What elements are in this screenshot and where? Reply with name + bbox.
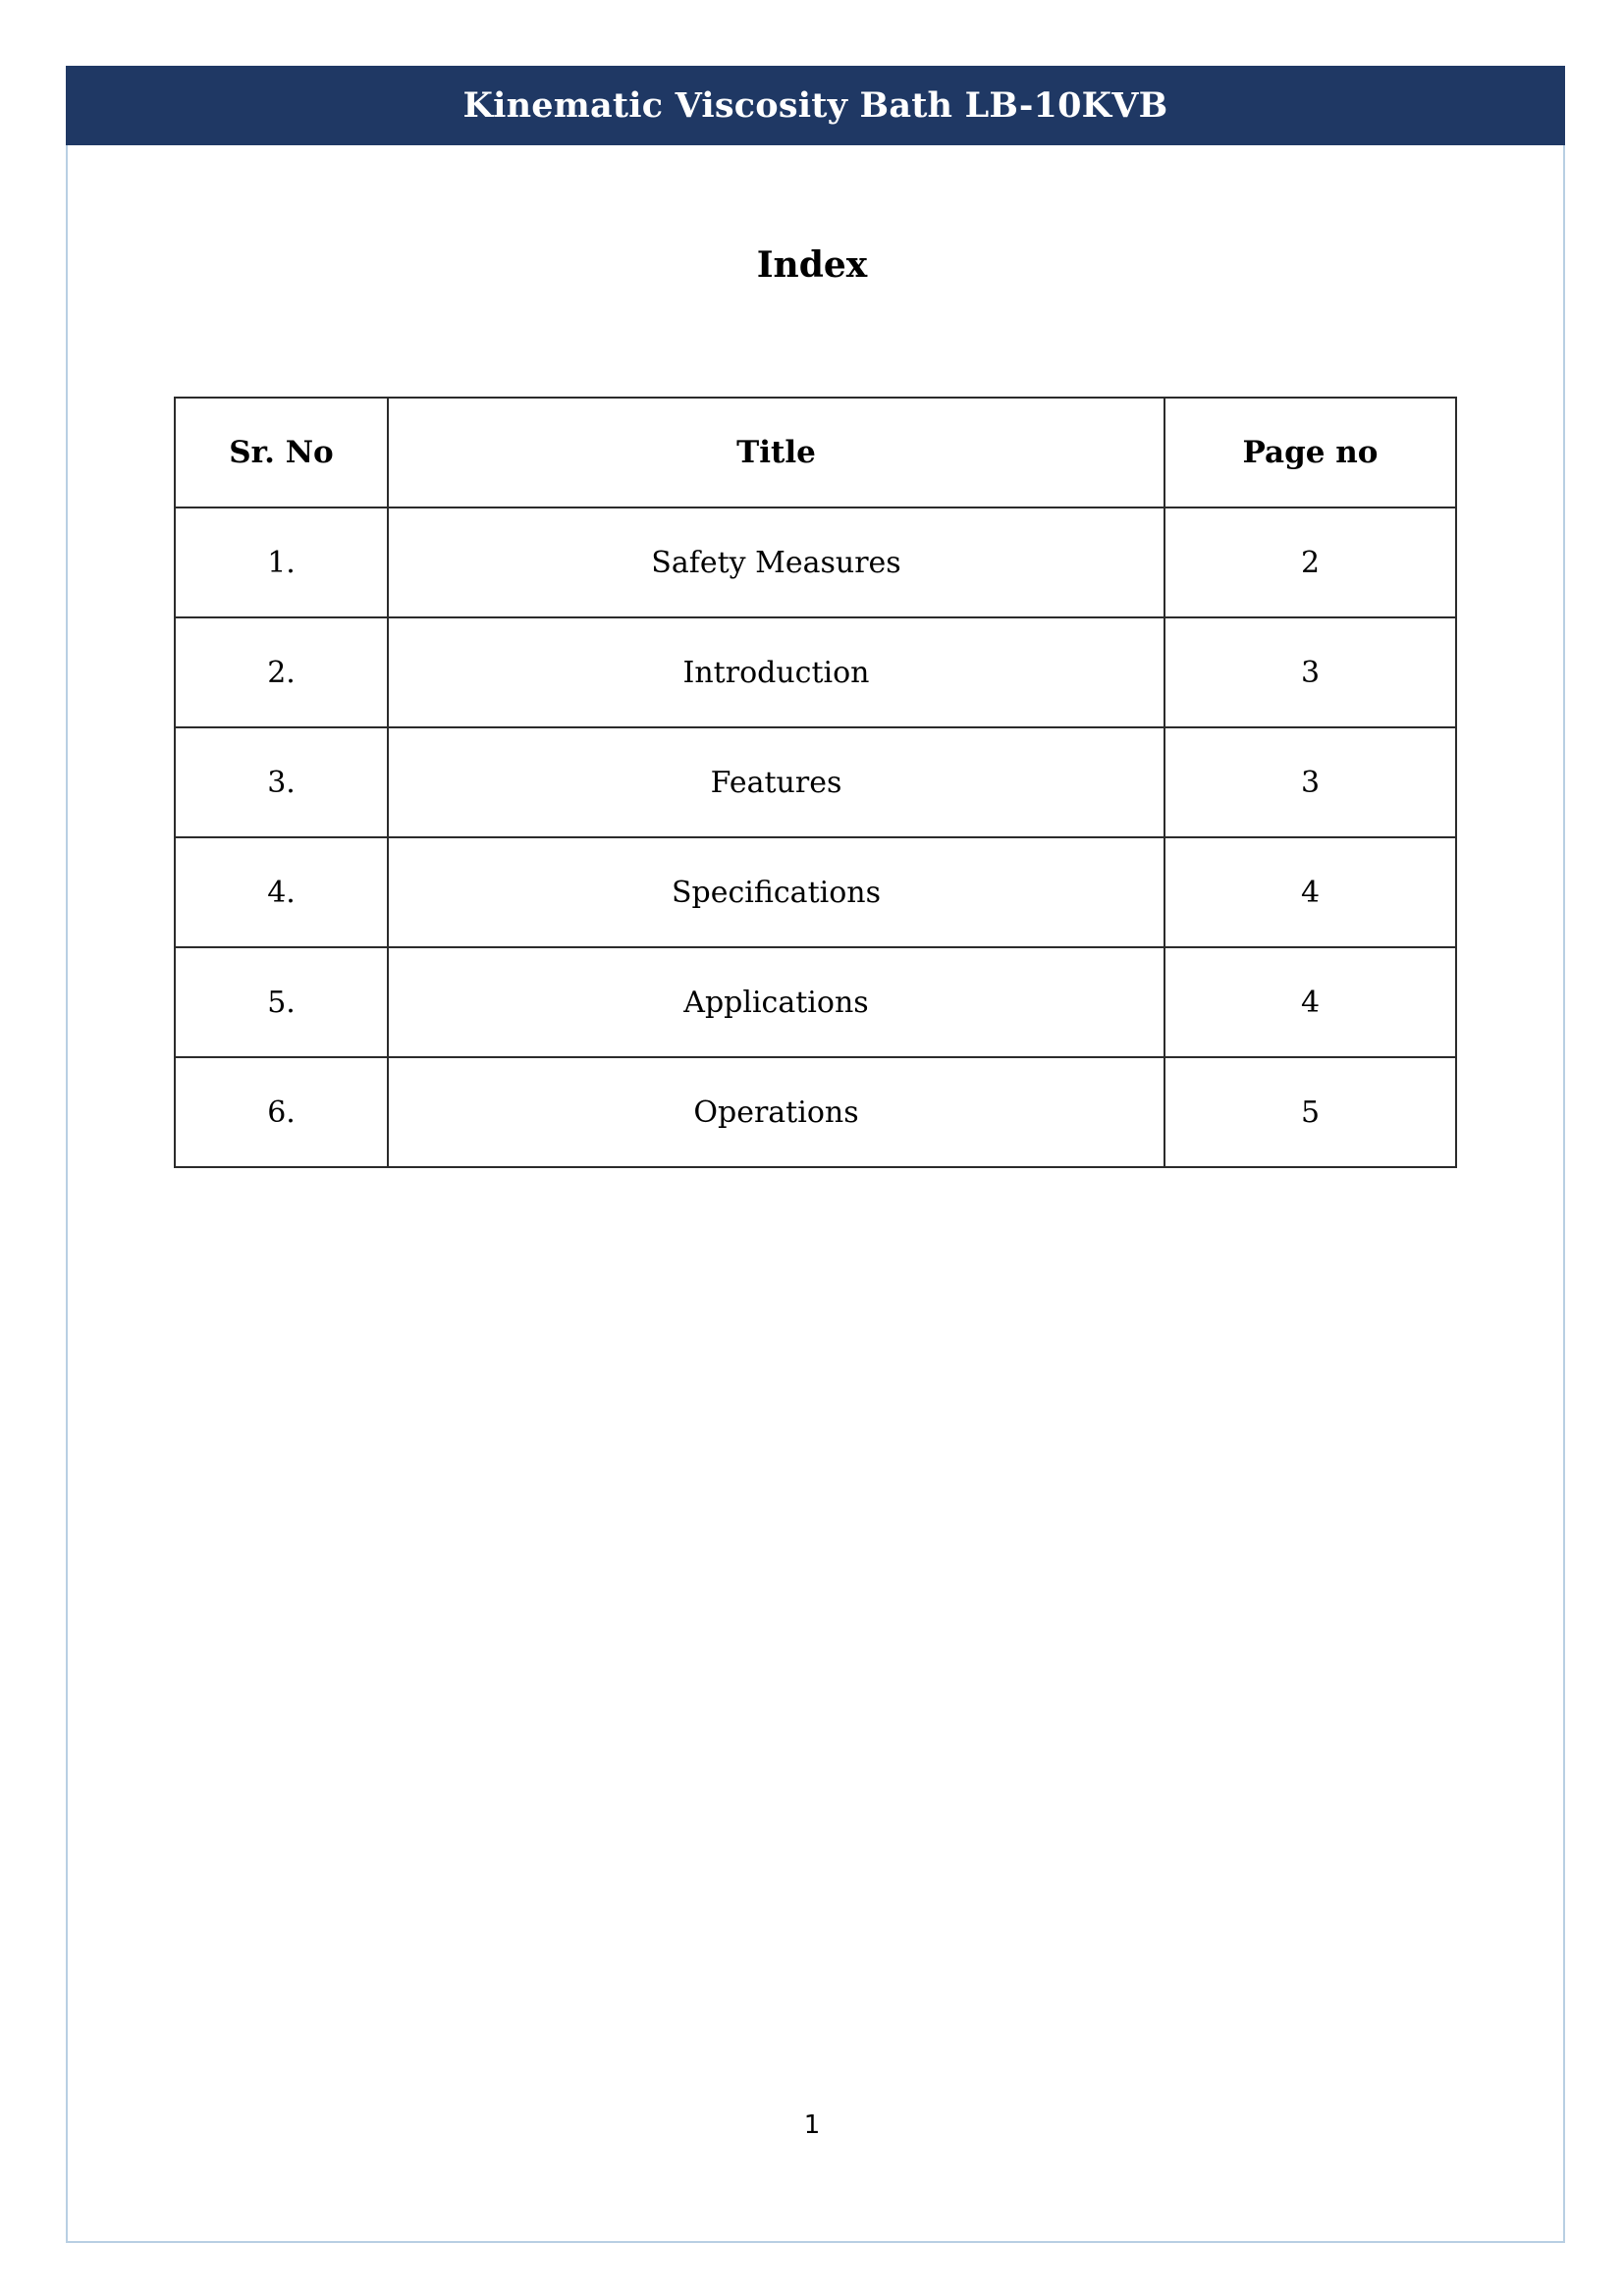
row-page: 3: [1164, 617, 1456, 727]
row-page: 2: [1164, 507, 1456, 617]
table-row: [175, 1057, 1456, 1167]
row-page: 4: [1164, 837, 1456, 947]
table-row: [175, 837, 1456, 947]
table-row: [175, 727, 1456, 837]
row-sr-no: 6.: [175, 1057, 388, 1167]
page-number: 1: [803, 2110, 821, 2140]
table-row: [175, 617, 1456, 727]
row-title: Operations: [388, 1057, 1164, 1167]
table-header-row: [175, 398, 1456, 507]
row-sr-no: 5.: [175, 947, 388, 1057]
row-sr-no: 4.: [175, 837, 388, 947]
row-page: 4: [1164, 947, 1456, 1057]
row-title: Features: [388, 727, 1164, 837]
row-page: 5: [1164, 1057, 1456, 1167]
row-page: 3: [1164, 727, 1456, 837]
row-sr-no: 1.: [175, 507, 388, 617]
index-table: [174, 397, 1457, 1168]
table-row: [175, 947, 1456, 1057]
row-sr-no: 2.: [175, 617, 388, 727]
column-header-sr-no: Sr. No: [175, 398, 388, 507]
row-title: Safety Measures: [388, 507, 1164, 617]
column-header-title: Title: [388, 398, 1164, 507]
row-sr-no: 3.: [175, 727, 388, 837]
index-heading: Index: [756, 244, 868, 286]
row-title: Applications: [388, 947, 1164, 1057]
row-title: Specifications: [388, 837, 1164, 947]
table-row: [175, 507, 1456, 617]
column-header-page-no: Page no: [1164, 398, 1456, 507]
row-title: Introduction: [388, 617, 1164, 727]
header-banner: [66, 66, 1565, 145]
document-title: Kinematic Viscosity Bath LB-10KVB: [462, 85, 1168, 126]
